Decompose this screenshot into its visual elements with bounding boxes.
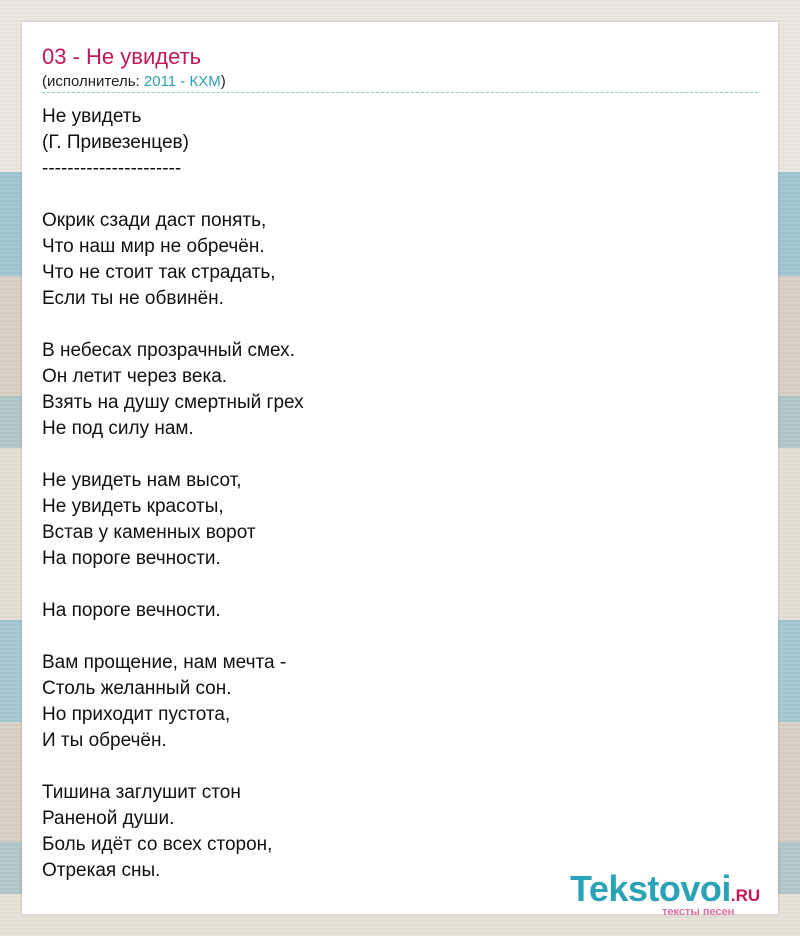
blank-line: [42, 442, 304, 468]
lyric-line: В небесах прозрачный смех.: [42, 340, 295, 361]
lyric-line: Взять на душу смертный грех: [42, 392, 304, 413]
blank-line: [42, 572, 304, 598]
blank-line: [42, 182, 304, 208]
lyric-line: Встав у каменных ворот: [42, 522, 256, 543]
lyric-line: Не увидеть красоты,: [42, 496, 224, 517]
artist-line: [42, 73, 226, 90]
lyric-line: Тишина заглушит стон: [42, 782, 241, 803]
lyric-line: Что не стоит так страдать,: [42, 262, 276, 283]
lyric-line: Вам прощение, нам мечта -: [42, 652, 287, 673]
lyric-line: Столь желанный сон.: [42, 678, 232, 699]
lyric-line: Окрик сзади даст понять,: [42, 210, 267, 231]
lyric-line: Но приходит пустота,: [42, 704, 231, 725]
artist-prefix: (исполнитель:: [42, 73, 144, 90]
lyric-line: Боль идёт со всех сторон,: [42, 834, 273, 855]
lyric-line: Не увидеть: [42, 106, 142, 127]
lyrics-card: [22, 22, 778, 918]
lyric-line: Отрекая сны.: [42, 860, 161, 881]
lyric-line: Что наш мир не обречён.: [42, 236, 265, 257]
lyric-line: Не увидеть нам высот,: [42, 470, 242, 491]
logo-tld: .RU: [730, 886, 761, 905]
lyrics-text: [42, 104, 304, 884]
logo-tagline: тексты песен: [662, 906, 735, 918]
lyric-line: ----------------------: [42, 158, 182, 179]
blank-line: [42, 754, 304, 780]
dashed-divider: [42, 92, 758, 93]
lyric-line: (Г. Привезенцев): [42, 132, 189, 153]
lyric-line: На пороге вечности.: [42, 600, 221, 621]
lyric-line: На пороге вечности.: [42, 548, 221, 569]
lyric-line: И ты обречён.: [42, 730, 167, 751]
logo-name: Tekstovoi: [570, 868, 731, 909]
artist-suffix: ): [220, 73, 226, 90]
lyric-line: Раненой души.: [42, 808, 175, 829]
lyric-line: Не под силу нам.: [42, 418, 194, 439]
lyric-line: Если ты не обвинён.: [42, 288, 224, 309]
song-title: 03 - Не увидеть: [42, 44, 202, 69]
blank-line: [42, 624, 304, 650]
blank-line: [42, 312, 304, 338]
artist-link[interactable]: 2011 - КХМ: [143, 73, 221, 90]
lyric-line: Он летит через века.: [42, 366, 228, 387]
site-logo[interactable]: [570, 868, 761, 918]
